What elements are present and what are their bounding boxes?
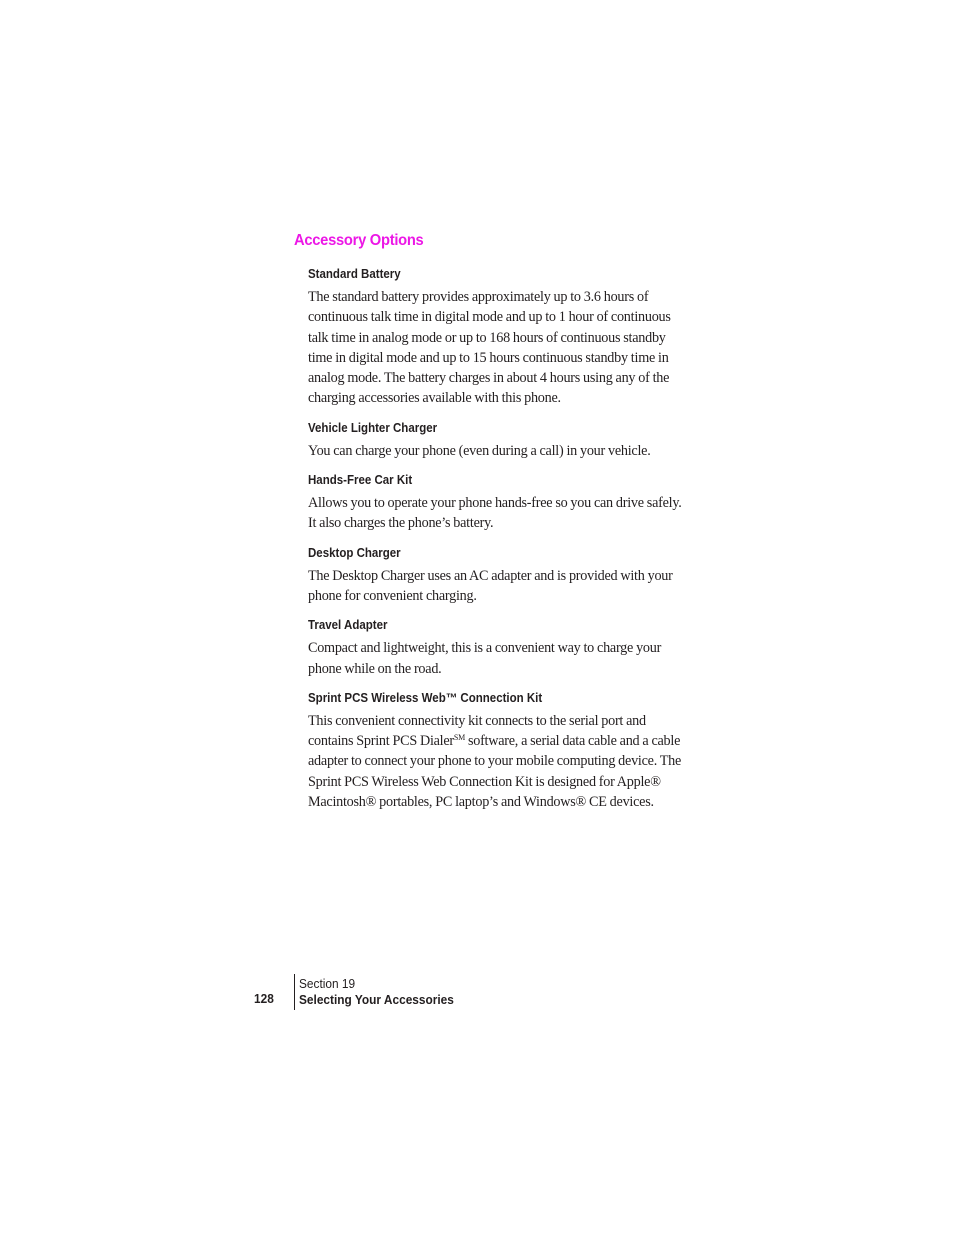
footer-section-info — [299, 976, 454, 1008]
accessory-section-travel-adapter — [308, 617, 688, 679]
accessory-description: Compact and lightweight, this is a convenient way to charge your phone while on the road. — [308, 640, 662, 677]
footer-divider — [294, 974, 295, 1010]
accessory-description: The Desktop Charger uses an AC adapter and is provided with your phone for convenient charging. — [308, 567, 673, 604]
accessory-description — [308, 711, 688, 812]
footer-section-label: Section 19 — [299, 977, 356, 991]
accessory-description: Allows you to operate your phone hands-free so you can drive safely. It also charges the phone’s battery. — [308, 495, 682, 532]
accessory-title: Standard Battery — [308, 267, 401, 281]
accessory-description: The standard battery provides approximately up to 3.6 hours of continuous talk time in digital mode and up to 1 hour of continuous talk time in analog mode or up to 168 hours of continuous standby time in digital mode and up to 15 hours continuous standby time in analog mode. The battery charges in about 4 hours using any of the charging accessories available with this phone. — [308, 289, 671, 407]
accessory-title: Vehicle Lighter Charger — [308, 420, 438, 435]
page-number: 128 — [254, 992, 274, 1006]
accessory-title: Desktop Charger — [308, 545, 401, 560]
footer-section-title: Selecting Your Accessories — [299, 993, 454, 1007]
description-text: This convenient connectivity kit connects to the serial port and contains Sprint PCS Dialer — [308, 712, 646, 750]
accessory-title: Sprint PCS Wireless Web™ Connection Kit — [308, 690, 543, 705]
accessory-list — [308, 266, 688, 812]
accessory-title: Travel Adapter — [308, 618, 388, 633]
accessory-section-hands-free-car-kit — [308, 472, 688, 534]
service-mark: SM — [453, 733, 465, 743]
page-heading: Accessory Options — [294, 232, 424, 249]
accessory-description: You can charge your phone (even during a call) in your vehicle. — [308, 442, 651, 459]
accessory-section-standard-battery — [308, 266, 688, 409]
accessory-section-vehicle-lighter-charger — [308, 420, 688, 461]
accessory-section-connection-kit — [308, 690, 688, 812]
accessory-section-desktop-charger — [308, 545, 688, 607]
description-text: software, a serial data cable and a cable adapter to connect your phone to your mobile computing device. The Sprint PCS Wireless Web Connection Kit is designed for Apple® Macintosh® portables, PC laptop’s and Windows® CE devices. — [308, 733, 682, 811]
accessory-title: Hands-Free Car Kit — [308, 473, 413, 488]
